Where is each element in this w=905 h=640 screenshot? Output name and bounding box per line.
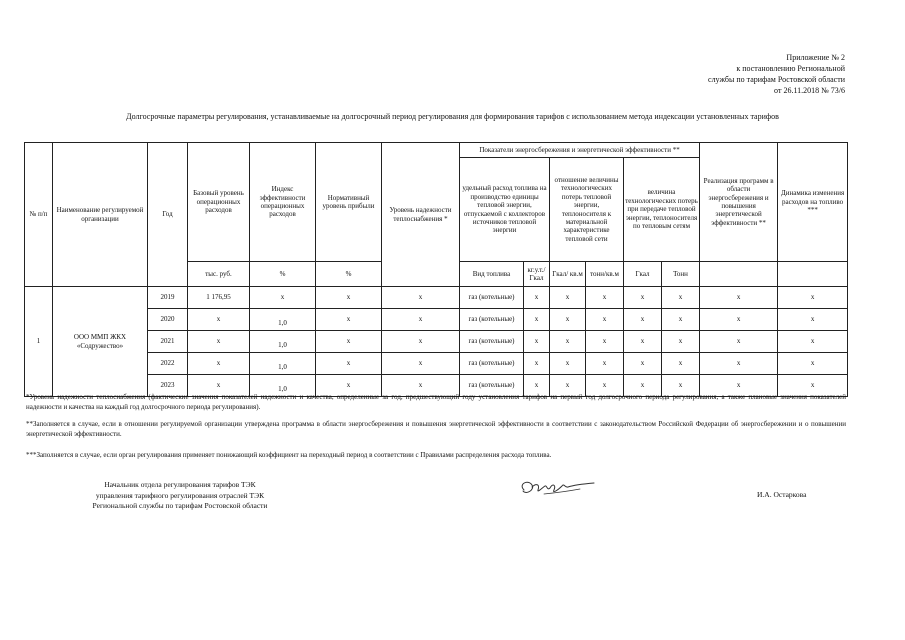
cell-year: 2022 xyxy=(148,353,188,375)
table-row xyxy=(25,287,848,309)
header-fuel-dynamics: Динамика изменения расходов на топливо *** xyxy=(778,143,848,262)
cell-programs: х xyxy=(700,287,778,309)
header-base-opex: Базовый уровень операционных расходов xyxy=(188,143,250,262)
cell-losses-gcal: х xyxy=(624,353,662,375)
cell-fuel-type: газ (котельные) xyxy=(460,309,524,331)
cell-losses-ratio-ton: х xyxy=(586,375,624,397)
cell-fuel-dynamics: х xyxy=(778,353,848,375)
cell-losses-ratio-ton: х xyxy=(586,331,624,353)
cell-losses-ratio-gcal: х xyxy=(550,353,586,375)
table-row xyxy=(25,331,848,353)
cell-programs: х xyxy=(700,375,778,397)
cell-base-opex: х xyxy=(188,309,250,331)
cell-losses-ratio-gcal: х xyxy=(550,331,586,353)
cell-fuel-dynamics: х xyxy=(778,287,848,309)
cell-profit-level: х xyxy=(316,309,382,331)
table-row xyxy=(25,353,848,375)
cell-fuel-dynamics: х xyxy=(778,375,848,397)
cell-fuel-type: газ (котельные) xyxy=(460,287,524,309)
cell-losses-ratio-ton: х xyxy=(586,353,624,375)
cell-profit-level: х xyxy=(316,375,382,397)
unit-fuel: кг.у.т./ Гкал xyxy=(524,262,550,287)
cell-specific-fuel: х xyxy=(524,353,550,375)
header-specific-fuel: удельный расход топлива на производство единицы тепловой энергии, отпускаемой с коллекторов источников тепловой энергии xyxy=(460,158,550,262)
cell-losses-ratio-gcal: х xyxy=(550,309,586,331)
header-energy-saving-group: Показатели энергосбережения и энергетической эффективности ** xyxy=(460,143,700,158)
cell-year: 2021 xyxy=(148,331,188,353)
header-losses-ratio: отношение величины технологических потерь тепловой энергии, теплоносителя к материальной характеристике тепловой сети xyxy=(550,158,624,262)
cell-specific-fuel: х xyxy=(524,331,550,353)
cell-reliability: х xyxy=(382,331,460,353)
cell-reliability: х xyxy=(382,309,460,331)
unit-ratio-2: тонн/кв.м xyxy=(586,262,624,287)
cell-fuel-dynamics: х xyxy=(778,331,848,353)
cell-losses-ratio-ton: х xyxy=(586,287,624,309)
appendix-line-4: от 26.11.2018 № 73/6 xyxy=(774,86,845,95)
cell-number: 1 xyxy=(25,287,53,397)
header-reliability: Уровень надежности теплоснабжения * xyxy=(382,143,460,287)
cell-losses-gcal: х xyxy=(624,287,662,309)
unit-profit: % xyxy=(316,262,382,287)
header-profit-level: Нормативный уровень прибыли xyxy=(316,143,382,262)
cell-base-opex: 1 176,95 xyxy=(188,287,250,309)
cell-losses-ton: х xyxy=(662,375,700,397)
cell-efficiency-index-value: 1,0 xyxy=(278,341,287,350)
cell-organization-name: ООО ММП ЖКХ «Содружество» xyxy=(53,287,148,397)
cell-specific-fuel: х xyxy=(524,287,550,309)
cell-fuel-type: газ (котельные) xyxy=(460,353,524,375)
cell-fuel-type: газ (котельные) xyxy=(460,331,524,353)
cell-losses-ratio-ton: х xyxy=(586,309,624,331)
cell-base-opex: х xyxy=(188,353,250,375)
appendix-header xyxy=(708,52,845,96)
cell-profit-level: х xyxy=(316,287,382,309)
cell-year: 2020 xyxy=(148,309,188,331)
cell-profit-level: х xyxy=(316,331,382,353)
footnote-reliability: *Уровень надежности теплоснабжения (фактические значения показателей надежности и качества, определенные за год, предшествующий году установления тарифов на первый год долгосрочного периода регулирования, а также плановые значения показателей надежности и качества на каждый год долгосрочного периода регулирования). xyxy=(26,393,846,411)
unit-ratio-1: Гкал/ кв.м xyxy=(550,262,586,287)
header-losses-value: величина технологических потерь при передаче тепловой энергии, теплоносителя по тепловым сетям xyxy=(624,158,700,262)
cell-losses-gcal: х xyxy=(624,309,662,331)
cell-profit-level: х xyxy=(316,353,382,375)
cell-efficiency-index xyxy=(250,353,316,375)
cell-losses-gcal: х xyxy=(624,375,662,397)
header-number: № п/п xyxy=(25,143,53,287)
appendix-line-1: Приложение № 2 xyxy=(786,53,845,62)
cell-efficiency-index: х xyxy=(250,287,316,309)
header-year: Год xyxy=(148,143,188,287)
cell-fuel-type: газ (котельные) xyxy=(460,375,524,397)
cell-specific-fuel: х xyxy=(524,375,550,397)
footnote-energy-program: **Заполняется в случае, если в отношении регулируемой организации утверждена программа в области энергосбережения и повышения энергетической эффективности в соответствии с законодательством Российской Федерации об энергосбережении и о повышении энергетической эффективности. xyxy=(26,420,846,438)
unit-program-empty xyxy=(700,262,778,287)
footnote-fuel-coefficient: ***Заполняется в случае, если орган регулирования применяет понижающий коэффициент на переходный период в соответствии с Правилами распределения расхода топлива. xyxy=(26,451,552,459)
cell-reliability: х xyxy=(382,375,460,397)
signatory-line-1: Начальник отдела регулирования тарифов ТЭК xyxy=(104,480,256,489)
cell-specific-fuel: х xyxy=(524,309,550,331)
signatory-line-3: Региональной службы по тарифам Ростовской области xyxy=(92,501,268,510)
unit-loss-2: Тонн xyxy=(662,262,700,287)
cell-reliability: х xyxy=(382,353,460,375)
cell-losses-ratio-gcal: х xyxy=(550,287,586,309)
signatory-line-2: управления тарифного регулирования отраслей ТЭК xyxy=(95,490,265,500)
cell-losses-ton: х xyxy=(662,353,700,375)
cell-base-opex: х xyxy=(188,331,250,353)
unit-dynamics-empty xyxy=(778,262,848,287)
table-row xyxy=(25,309,848,331)
unit-fuel-type: Вид топлива xyxy=(460,262,524,287)
cell-losses-ratio-gcal: х xyxy=(550,375,586,397)
cell-efficiency-index xyxy=(250,309,316,331)
cell-programs: х xyxy=(700,331,778,353)
cell-efficiency-index-value: 1,0 xyxy=(278,319,287,328)
cell-reliability: х xyxy=(382,287,460,309)
cell-year: 2019 xyxy=(148,287,188,309)
header-organization: Наименование регулируемой организации xyxy=(53,143,148,287)
unit-index: % xyxy=(250,262,316,287)
unit-base: тыс. руб. xyxy=(188,262,250,287)
unit-loss-1: Гкал xyxy=(624,262,662,287)
cell-losses-ton: х xyxy=(662,331,700,353)
cell-programs: х xyxy=(700,353,778,375)
cell-losses-ton: х xyxy=(662,309,700,331)
header-programs: Реализация программ в области энергосбережения и повышения энергетической эффективности ** xyxy=(700,143,778,262)
cell-efficiency-index-value: 1,0 xyxy=(278,363,287,372)
signatory-name: И.А. Остаркова xyxy=(757,490,807,499)
cell-losses-gcal: х xyxy=(624,331,662,353)
cell-losses-ton: х xyxy=(662,287,700,309)
cell-efficiency-index-value: 1,0 xyxy=(278,385,287,394)
cell-year: 2023 xyxy=(148,375,188,397)
signatory-position xyxy=(60,480,300,512)
cell-programs: х xyxy=(700,309,778,331)
document-title: Долгосрочные параметры регулирования, устанавливаемые на долгосрочный период регулирования для формирования тарифов с использованием метода индексации установленных тарифов xyxy=(126,112,779,121)
appendix-line-3: службы по тарифам Ростовской области xyxy=(708,75,845,84)
cell-base-opex: х xyxy=(188,375,250,397)
handwritten-signature xyxy=(514,476,598,502)
parameters-table xyxy=(24,142,848,397)
header-efficiency-index: Индекс эффективности операционных расходов xyxy=(250,143,316,262)
cell-fuel-dynamics: х xyxy=(778,309,848,331)
appendix-line-2: к постановлению Региональной xyxy=(736,64,845,73)
cell-efficiency-index xyxy=(250,331,316,353)
